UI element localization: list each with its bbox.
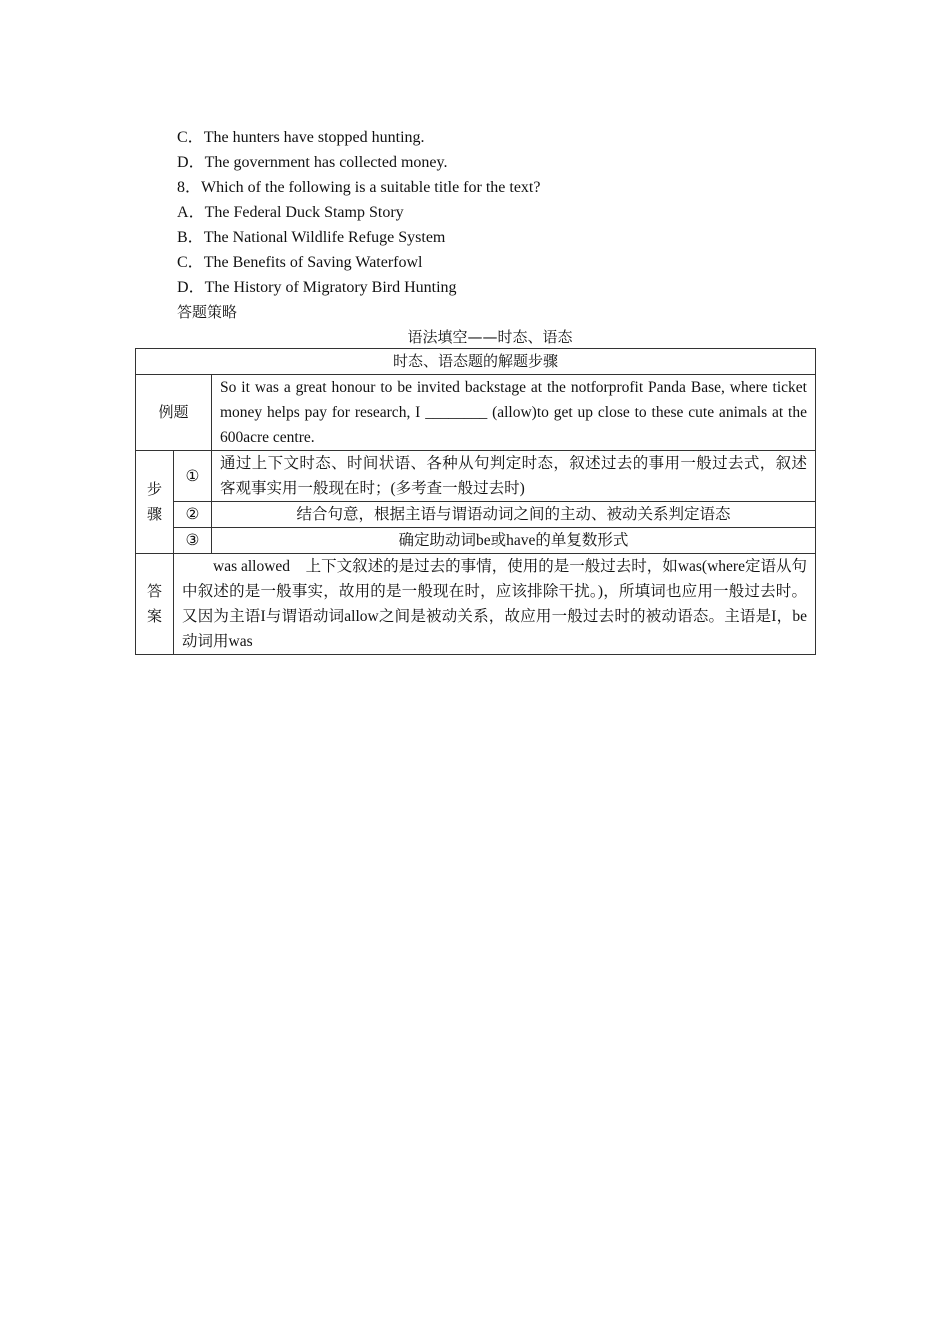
option-text: The hunters have stopped hunting.	[203, 129, 425, 146]
question-number: 8	[177, 179, 185, 196]
steps-label-char: 骤	[146, 505, 162, 523]
answer-label-char: 案	[146, 607, 162, 625]
section-title: 语法填空——时态、语态	[407, 328, 573, 346]
table-header-row	[136, 349, 816, 375]
option-letter: D	[177, 279, 189, 296]
step-row-2	[136, 502, 816, 528]
answer-label-char: 答	[146, 582, 162, 600]
step-text: 通过上下文时态、时间状语、各种从句判定时态，叙述过去的事用一般过去式，叙述客观事实用一般现在时；(多考查一般过去时)	[212, 451, 816, 502]
question-8-stem: 8．Which of the following is a suitable title for the text?	[177, 179, 541, 196]
strategy-label: 答题策略	[177, 303, 238, 321]
option-letter: D	[177, 154, 189, 171]
table-header: 时态、语态题的解题步骤	[136, 349, 816, 375]
option-letter: B	[177, 229, 188, 246]
example-label: 例题	[136, 375, 212, 451]
step-number: ③	[174, 528, 212, 554]
option-text: The government has collected money.	[204, 154, 448, 171]
q8-option-b: B．The National Wildlife Refuge System	[177, 229, 446, 246]
step-number: ①	[174, 451, 212, 502]
answer-row	[136, 554, 816, 655]
question-stem: Which of the following is a suitable title for the text?	[201, 179, 541, 196]
option-text: The Benefits of Saving Waterfowl	[203, 254, 423, 271]
q8-option-a: A．The Federal Duck Stamp Story	[177, 204, 404, 221]
example-text: So it was a great honour to be invited backstage at the notforprofit Panda Base, where ticket money helps pay for research, I ________ (allow)to get up close to these cute animals at the 600acre centre.	[212, 375, 816, 451]
steps-label	[136, 451, 174, 554]
option-text: The Federal Duck Stamp Story	[204, 204, 404, 221]
step-row-1	[136, 451, 816, 502]
step-text: 确定助动词be或have的单复数形式	[212, 528, 816, 554]
option-text: The History of Migratory Bird Hunting	[204, 279, 457, 296]
answer-label	[136, 554, 174, 655]
step-text: 结合句意，根据主语与谓语动词之间的主动、被动关系判定语态	[212, 502, 816, 528]
option-letter: A	[177, 204, 189, 221]
answer-text: was allowed 上下文叙述的是过去的事情，使用的是一般过去时，如was(where定语从句中叙述的是一般事实，故用的是一般现在时，应该排除干扰。)，所填词也应用一般过去时。又因为主语I与谓语动词allow之间是被动关系，故应用一般过去时的被动语态。主语是I，be动词用was	[174, 554, 816, 655]
step-number: ②	[174, 502, 212, 528]
example-row	[136, 375, 816, 451]
option-text: The National Wildlife Refuge System	[203, 229, 446, 246]
option-letter: C	[177, 254, 188, 271]
option-letter: C	[177, 129, 188, 146]
option-c-prev: C．The hunters have stopped hunting.	[177, 129, 425, 146]
q8-option-c: C．The Benefits of Saving Waterfowl	[177, 254, 423, 271]
steps-label-char: 步	[146, 480, 162, 498]
steps-table	[135, 348, 816, 655]
step-row-3	[136, 528, 816, 554]
q8-option-d: D．The History of Migratory Bird Hunting	[177, 279, 457, 296]
option-d-prev: D．The government has collected money.	[177, 154, 448, 171]
